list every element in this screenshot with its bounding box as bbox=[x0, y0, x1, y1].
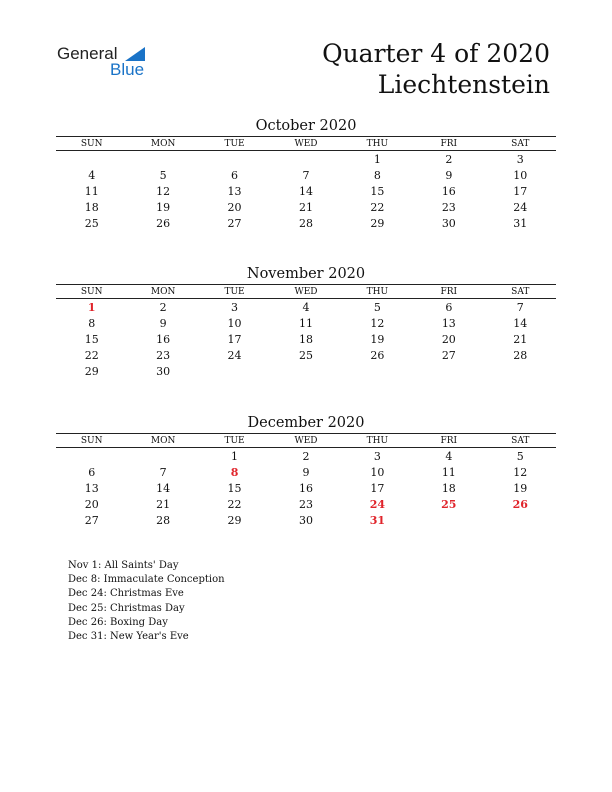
week-row bbox=[56, 315, 556, 331]
logo-general-text: General bbox=[57, 44, 118, 63]
day-cell: 15 bbox=[84, 332, 99, 346]
day-cell: 17 bbox=[513, 184, 528, 198]
day-cell: 3 bbox=[231, 300, 239, 314]
week-row bbox=[56, 480, 556, 496]
day-cell: 10 bbox=[227, 316, 242, 330]
week-row bbox=[56, 167, 556, 183]
day-cell: 27 bbox=[441, 348, 456, 362]
day-cell: 8 bbox=[230, 465, 239, 479]
day-cell bbox=[127, 151, 198, 168]
day-cell: 30 bbox=[156, 364, 171, 378]
weekday-header: WED bbox=[270, 137, 341, 151]
day-cell: 19 bbox=[513, 481, 528, 495]
month-title: October 2020 bbox=[255, 118, 357, 134]
day-cell: 7 bbox=[516, 300, 524, 314]
day-cell bbox=[342, 363, 413, 379]
day-cell: 17 bbox=[227, 332, 242, 346]
day-cell: 4 bbox=[302, 300, 310, 314]
day-cell: 29 bbox=[370, 216, 385, 230]
logo-triangle-icon bbox=[125, 47, 145, 61]
weekday-header: FRI bbox=[413, 434, 484, 448]
day-cell: 6 bbox=[445, 300, 453, 314]
weekday-header: THU bbox=[342, 137, 413, 151]
weekday-header: SUN bbox=[56, 285, 127, 299]
day-cell: 17 bbox=[370, 481, 385, 495]
day-cell: 16 bbox=[298, 481, 313, 495]
weekday-header: SUN bbox=[56, 137, 127, 151]
day-cell: 12 bbox=[156, 184, 171, 198]
day-cell: 10 bbox=[513, 168, 528, 182]
day-cell: 22 bbox=[84, 348, 99, 362]
weekday-header: MON bbox=[127, 434, 198, 448]
day-cell bbox=[485, 363, 556, 379]
week-row bbox=[56, 215, 556, 231]
day-cell: 24 bbox=[513, 200, 528, 214]
day-cell: 3 bbox=[373, 449, 381, 463]
holiday-note: Dec 25: Christmas Day bbox=[68, 602, 185, 614]
day-cell: 5 bbox=[159, 168, 167, 182]
holiday-note: Dec 26: Boxing Day bbox=[68, 616, 168, 628]
day-cell: 22 bbox=[370, 200, 385, 214]
day-cell: 25 bbox=[298, 348, 313, 362]
day-cell: 13 bbox=[84, 481, 99, 495]
day-cell: 10 bbox=[370, 465, 385, 479]
weekday-header: TUE bbox=[199, 434, 270, 448]
day-cell bbox=[270, 151, 341, 168]
day-cell: 30 bbox=[441, 216, 456, 230]
week-row bbox=[56, 512, 556, 528]
holiday-note: Dec 24: Christmas Eve bbox=[68, 588, 184, 600]
weekday-header: SUN bbox=[56, 434, 127, 448]
holiday-note: Nov 1: All Saints' Day bbox=[68, 560, 179, 571]
holiday-notes bbox=[68, 559, 225, 644]
day-cell: 21 bbox=[298, 200, 313, 214]
month-december bbox=[56, 413, 556, 528]
day-cell: 9 bbox=[302, 465, 310, 479]
day-cell bbox=[270, 363, 341, 379]
week-row bbox=[56, 363, 556, 379]
weekday-header: FRI bbox=[413, 285, 484, 299]
day-cell: 6 bbox=[88, 465, 96, 479]
week-row bbox=[56, 299, 556, 316]
day-cell: 23 bbox=[156, 348, 171, 362]
day-cell: 26 bbox=[156, 216, 171, 230]
weekday-header: TUE bbox=[199, 285, 270, 299]
week-row bbox=[56, 183, 556, 199]
weekday-header: WED bbox=[270, 285, 341, 299]
day-cell: 28 bbox=[298, 216, 313, 230]
calendar-grid bbox=[56, 136, 556, 231]
day-cell: 19 bbox=[370, 332, 385, 346]
day-cell bbox=[413, 363, 484, 379]
day-cell: 4 bbox=[88, 168, 96, 182]
weekday-header: MON bbox=[127, 137, 198, 151]
weekday-header: TUE bbox=[199, 137, 270, 151]
day-cell bbox=[56, 448, 127, 465]
day-cell: 20 bbox=[84, 497, 99, 511]
weekday-header: MON bbox=[127, 285, 198, 299]
day-cell bbox=[56, 151, 127, 168]
week-row bbox=[56, 464, 556, 480]
day-cell: 2 bbox=[159, 300, 167, 314]
day-cell: 21 bbox=[513, 332, 528, 346]
day-cell: 19 bbox=[156, 200, 171, 214]
day-cell: 26 bbox=[512, 497, 528, 511]
day-cell bbox=[413, 512, 484, 528]
day-cell: 9 bbox=[159, 316, 167, 330]
week-row bbox=[56, 199, 556, 215]
day-cell: 27 bbox=[84, 513, 99, 527]
day-cell: 15 bbox=[227, 481, 242, 495]
day-cell: 4 bbox=[445, 449, 453, 463]
day-cell: 1 bbox=[373, 152, 381, 166]
logo-blue-text: Blue bbox=[110, 60, 145, 79]
month-title: December 2020 bbox=[247, 415, 365, 431]
title-quarter: Quarter 4 of 2020 bbox=[322, 39, 550, 68]
weekday-header: SAT bbox=[485, 285, 556, 299]
day-cell: 6 bbox=[231, 168, 239, 182]
day-cell: 7 bbox=[302, 168, 310, 182]
day-cell: 9 bbox=[445, 168, 453, 182]
day-cell: 11 bbox=[298, 316, 313, 330]
day-cell: 11 bbox=[84, 184, 99, 198]
day-cell: 16 bbox=[156, 332, 171, 346]
day-cell: 12 bbox=[513, 465, 528, 479]
month-title: November 2020 bbox=[246, 266, 366, 282]
day-cell: 14 bbox=[513, 316, 528, 330]
day-cell: 13 bbox=[441, 316, 456, 330]
holiday-note: Dec 31: New Year's Eve bbox=[68, 631, 189, 643]
weekday-header: THU bbox=[342, 434, 413, 448]
day-cell: 18 bbox=[441, 481, 456, 495]
weekday-header: SAT bbox=[485, 434, 556, 448]
day-cell: 7 bbox=[159, 465, 167, 479]
day-cell: 12 bbox=[370, 316, 385, 330]
day-cell: 3 bbox=[516, 152, 524, 166]
weekday-header: FRI bbox=[413, 137, 484, 151]
day-cell: 29 bbox=[227, 513, 242, 527]
week-row bbox=[56, 448, 556, 465]
day-cell: 23 bbox=[298, 497, 313, 511]
day-cell: 24 bbox=[227, 348, 242, 362]
day-cell: 11 bbox=[441, 465, 456, 479]
day-cell: 5 bbox=[373, 300, 381, 314]
day-cell: 25 bbox=[441, 497, 457, 511]
day-cell: 25 bbox=[84, 216, 99, 230]
day-cell: 23 bbox=[441, 200, 456, 214]
day-cell: 5 bbox=[516, 449, 524, 463]
day-cell: 20 bbox=[441, 332, 456, 346]
day-cell: 18 bbox=[84, 200, 99, 214]
day-cell: 22 bbox=[227, 497, 242, 511]
day-cell bbox=[485, 512, 556, 528]
title-country: Liechtenstein bbox=[377, 70, 550, 99]
day-cell: 16 bbox=[441, 184, 456, 198]
weekday-header: SAT bbox=[485, 137, 556, 151]
day-cell: 27 bbox=[227, 216, 242, 230]
day-cell bbox=[127, 448, 198, 465]
day-cell: 1 bbox=[231, 449, 239, 463]
month-november bbox=[56, 264, 556, 379]
day-cell: 18 bbox=[298, 332, 313, 346]
weekday-header: THU bbox=[342, 285, 413, 299]
day-cell: 2 bbox=[302, 449, 310, 463]
day-cell: 21 bbox=[156, 497, 171, 511]
calendar-grid bbox=[56, 433, 556, 528]
calendar-grid bbox=[56, 284, 556, 379]
day-cell: 14 bbox=[156, 481, 171, 495]
month-october bbox=[56, 116, 556, 231]
week-row bbox=[56, 331, 556, 347]
holiday-note: Dec 8: Immaculate Conception bbox=[68, 574, 225, 586]
day-cell: 20 bbox=[227, 200, 242, 214]
day-cell: 2 bbox=[445, 152, 453, 166]
day-cell: 28 bbox=[513, 348, 528, 362]
day-cell bbox=[199, 151, 270, 168]
week-row bbox=[56, 496, 556, 512]
day-cell: 30 bbox=[298, 513, 313, 527]
day-cell: 24 bbox=[369, 497, 386, 511]
page-title bbox=[322, 38, 550, 100]
logo bbox=[57, 44, 157, 80]
day-cell: 28 bbox=[156, 513, 171, 527]
weekday-header: WED bbox=[270, 434, 341, 448]
day-cell: 26 bbox=[370, 348, 385, 362]
week-row bbox=[56, 151, 556, 168]
day-cell: 14 bbox=[298, 184, 313, 198]
day-cell: 13 bbox=[227, 184, 242, 198]
day-cell: 29 bbox=[84, 364, 99, 378]
day-cell: 8 bbox=[373, 168, 381, 182]
day-cell: 8 bbox=[88, 316, 96, 330]
day-cell bbox=[199, 363, 270, 379]
day-cell: 31 bbox=[513, 216, 528, 230]
day-cell: 15 bbox=[370, 184, 385, 198]
week-row bbox=[56, 347, 556, 363]
day-cell: 1 bbox=[87, 300, 96, 314]
day-cell: 31 bbox=[369, 513, 386, 527]
